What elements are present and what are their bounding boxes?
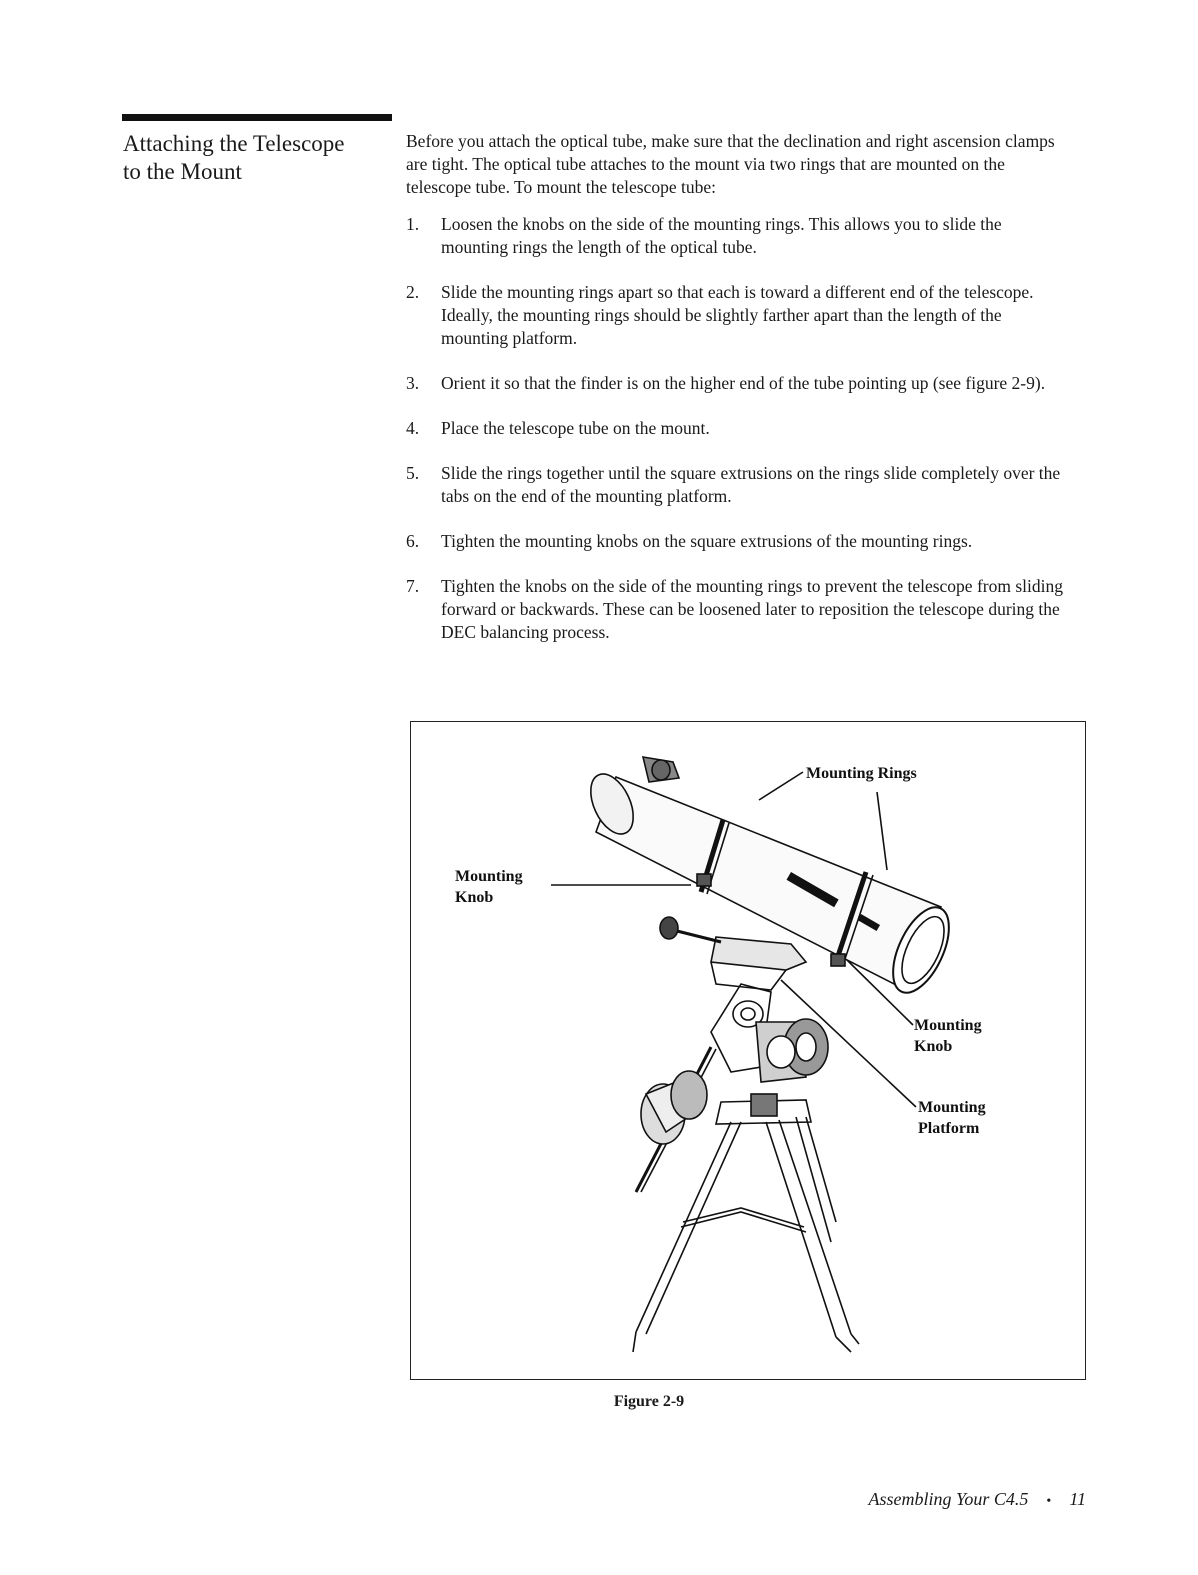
step-number: 7. <box>406 576 420 596</box>
page-footer <box>869 1489 1086 1510</box>
step-number: 2. <box>406 282 420 302</box>
label-line: Knob <box>914 1038 953 1055</box>
dec-knob <box>660 917 678 939</box>
label-line: Knob <box>455 889 494 906</box>
footer-title: Assembling Your C4.5 <box>868 1489 1029 1509</box>
step-number: 4. <box>406 418 420 438</box>
list-item <box>406 281 1066 350</box>
tripod-leg-right <box>766 1122 836 1337</box>
label-line: Mounting <box>914 1017 982 1034</box>
label-mounting-rings: Mounting Rings <box>806 765 917 782</box>
list-item <box>406 462 1066 508</box>
leader-rings-a <box>759 772 803 800</box>
leader-rings-b <box>877 792 887 870</box>
main-text <box>406 130 1066 666</box>
section-rule <box>122 114 392 121</box>
label-mounting-platform <box>918 1097 986 1139</box>
label-mounting-knob-right <box>914 1015 982 1057</box>
section-heading <box>123 130 398 186</box>
step-text: Loosen the knobs on the side of the mounting rings. This allows you to slide the mounting rings the length of the optical tube. <box>441 214 1002 257</box>
mounting-platform <box>711 937 806 970</box>
step-number: 3. <box>406 373 420 393</box>
step-number: 6. <box>406 531 420 551</box>
label-line: Platform <box>918 1120 980 1137</box>
figure-caption: Figure 2-9 <box>613 1393 685 1410</box>
step-text: Slide the rings together until the square extrusions on the rings slide completely over the tabs on the end of the mounting platform. <box>441 463 1061 506</box>
label-line: Mounting <box>455 868 523 885</box>
step-text: Slide the mounting rings apart so that each is toward a different end of the telescope. Ideally, the mounting rings should be slightly farther apart than the length of the mounting platform. <box>441 282 1034 348</box>
footer-bullet: • <box>1046 1494 1052 1509</box>
list-item <box>406 213 1066 259</box>
dec-knob-shaft <box>673 930 721 942</box>
step-text: Tighten the knobs on the side of the mounting rings to prevent the telescope from sliding forward or backwards. These can be loosened later to reposition the telescope during the DEC balancing process. <box>441 576 1063 642</box>
page-number: 11 <box>1069 1489 1086 1509</box>
label-mounting-knob-left <box>455 866 523 908</box>
section-heading-line-2: to the Mount <box>123 159 242 184</box>
label-line: Mounting <box>918 1099 986 1116</box>
section-heading-line-1: Attaching the Telescope <box>123 131 345 156</box>
list-item <box>406 372 1066 395</box>
mounting-knob-front <box>697 874 711 886</box>
mounting-knob-rear <box>831 954 845 966</box>
step-text: Tighten the mounting knobs on the square extrusions of the mounting rings. <box>441 531 973 551</box>
step-number: 5. <box>406 463 420 483</box>
step-text: Orient it so that the finder is on the higher end of the tube pointing up (see figure 2-9). <box>441 373 1046 393</box>
figure-2-9 <box>410 721 1086 1380</box>
step-text: Place the telescope tube on the mount. <box>441 418 710 438</box>
list-item <box>406 417 1066 440</box>
intro-paragraph: Before you attach the optical tube, make sure that the declination and right ascension clamps are tight. The optical tube attaches to the mount via two rings that are mounted on the telescope tube. To mount the telescope tube: <box>406 131 1055 197</box>
list-item <box>406 575 1066 644</box>
steps-list <box>406 213 1066 644</box>
telescope-illustration <box>411 722 1087 1381</box>
step-number: 1. <box>406 214 420 234</box>
list-item <box>406 530 1066 553</box>
